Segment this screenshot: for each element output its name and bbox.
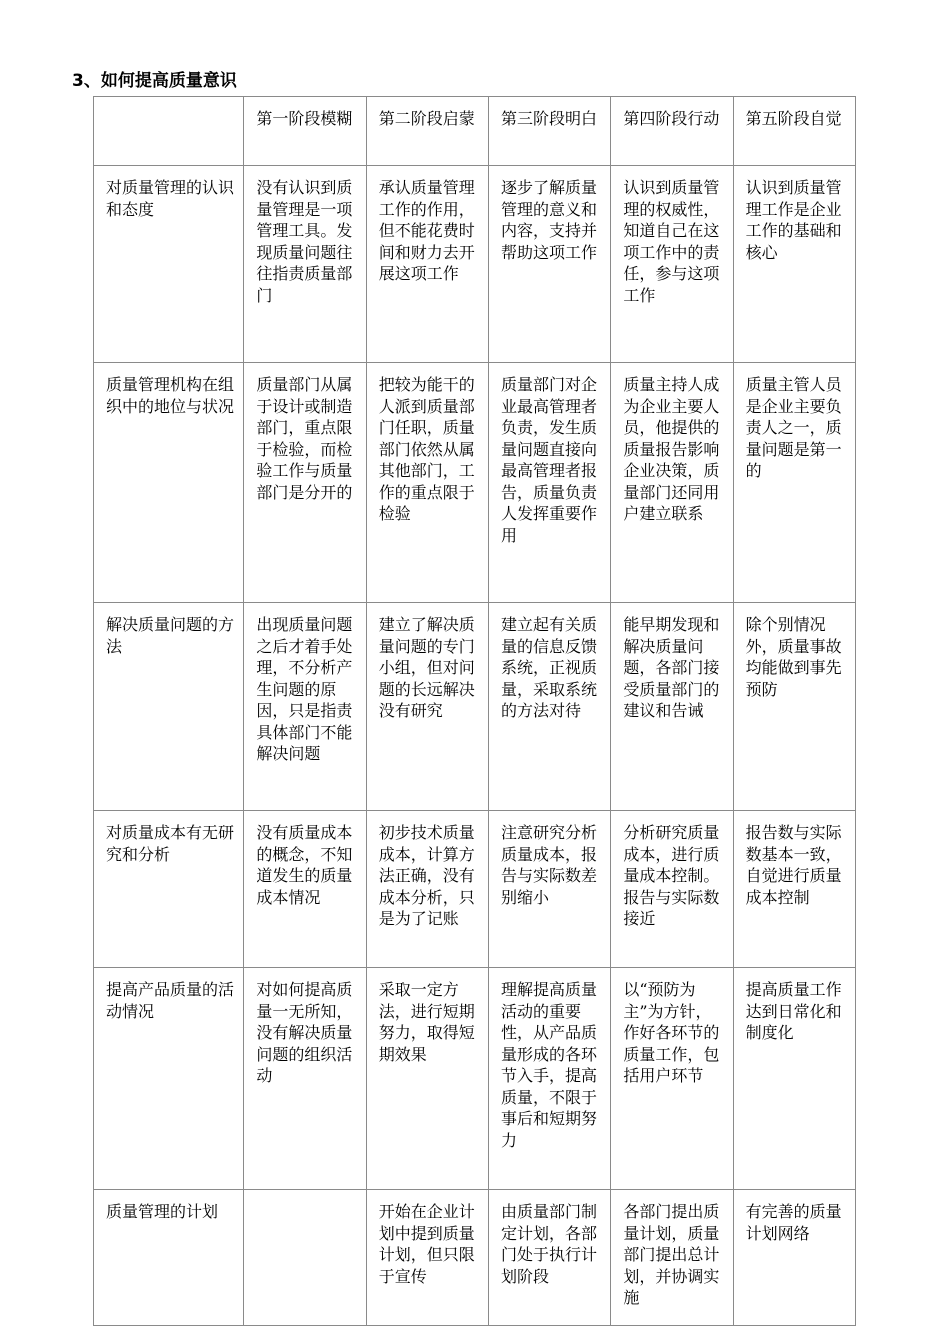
header-cell-blank [94,97,244,166]
table-cell: 以“预防为主”为方针，作好各环节的质量工作，包括用户环节 [611,968,733,1190]
row-label: 对质量管理的认识和态度 [94,166,244,363]
header-cell-stage-2: 第二阶段启蒙 [366,97,488,166]
table-cell: 报告数与实际数基本一致，自觉进行质量成本控制 [733,811,855,968]
table-cell: 没有认识到质量管理是一项管理工具。发现质量问题往往指责质量部门 [244,166,366,363]
table-cell: 注意研究分析质量成本，报告与实际数差别缩小 [489,811,611,968]
table-cell: 逐步了解质量管理的意义和内容，支持并帮助这项工作 [489,166,611,363]
table-row [94,1190,856,1326]
table-cell: 初步技术质量成本，计算方法正确，没有成本分析，只是为了记账 [366,811,488,968]
table-cell: 建立了解决质量问题的专门小组，但对问题的长远解决没有研究 [366,603,488,811]
table-row [94,166,856,363]
table-cell [244,1190,366,1326]
table-cell: 各部门提出质量计划，质量部门提出总计划，并协调实施 [611,1190,733,1326]
header-cell-stage-5: 第五阶段自觉 [733,97,855,166]
table-cell: 除个别情况外，质量事故均能做到事先预防 [733,603,855,811]
table-cell: 对如何提高质量一无所知，没有解决质量问题的组织活动 [244,968,366,1190]
row-label: 质量管理机构在组织中的地位与状况 [94,363,244,603]
row-label: 质量管理的计划 [94,1190,244,1326]
row-label: 解决质量问题的方法 [94,603,244,811]
header-cell-stage-4: 第四阶段行动 [611,97,733,166]
header-cell-stage-1: 第一阶段模糊 [244,97,366,166]
section-title: 3、如何提高质量意识 [72,71,237,91]
table-cell: 采取一定方法，进行短期努力，取得短期效果 [366,968,488,1190]
table-cell: 认识到质量管理的权威性，知道自己在这项工作中的责任，参与这项工作 [611,166,733,363]
table-cell: 质量部门对企业最高管理者负责，发生质量问题直接向最高管理者报告，质量负责人发挥重要作用 [489,363,611,603]
row-label: 提高产品质量的活动情况 [94,968,244,1190]
quality-awareness-table [93,96,856,1326]
table-cell: 质量主持人成为企业主要人员，他提供的质量报告影响企业决策，质量部门还同用户建立联系 [611,363,733,603]
table-cell: 质量主管人员是企业主要负责人之一，质量问题是第一的 [733,363,855,603]
table-cell: 把较为能干的人派到质量部门任职，质量部门依然从属其他部门，工作的重点限于检验 [366,363,488,603]
table-cell: 提高质量工作达到日常化和制度化 [733,968,855,1190]
table-cell: 建立起有关质量的信息反馈系统，正视质量，采取系统的方法对待 [489,603,611,811]
table-row [94,363,856,603]
table-cell: 开始在企业计划中提到质量计划，但只限于宣传 [366,1190,488,1326]
row-label: 对质量成本有无研究和分析 [94,811,244,968]
table-cell: 由质量部门制定计划，各部门处于执行计划阶段 [489,1190,611,1326]
table-header-row [94,97,856,166]
table-row [94,603,856,811]
table-cell: 认识到质量管理工作是企业工作的基础和核心 [733,166,855,363]
table-row [94,968,856,1190]
header-cell-stage-3: 第三阶段明白 [489,97,611,166]
table-cell: 理解提高质量活动的重要性，从产品质量形成的各环节入手，提高质量，不限于事后和短期努力 [489,968,611,1190]
table-cell: 承认质量管理工作的作用，但不能花费时间和财力去开展这项工作 [366,166,488,363]
table-cell: 质量部门从属于设计或制造部门，重点限于检验，而检验工作与质量部门是分开的 [244,363,366,603]
table-cell: 没有质量成本的概念，不知道发生的质量成本情况 [244,811,366,968]
table-cell: 能早期发现和解决质量问题，各部门接受质量部门的建议和告诫 [611,603,733,811]
table-cell: 出现质量问题之后才着手处理，不分析产生问题的原因，只是指责具体部门不能解决问题 [244,603,366,811]
table-cell: 有完善的质量计划网络 [733,1190,855,1326]
table-cell: 分析研究质量成本，进行质量成本控制。报告与实际数接近 [611,811,733,968]
table-row [94,811,856,968]
